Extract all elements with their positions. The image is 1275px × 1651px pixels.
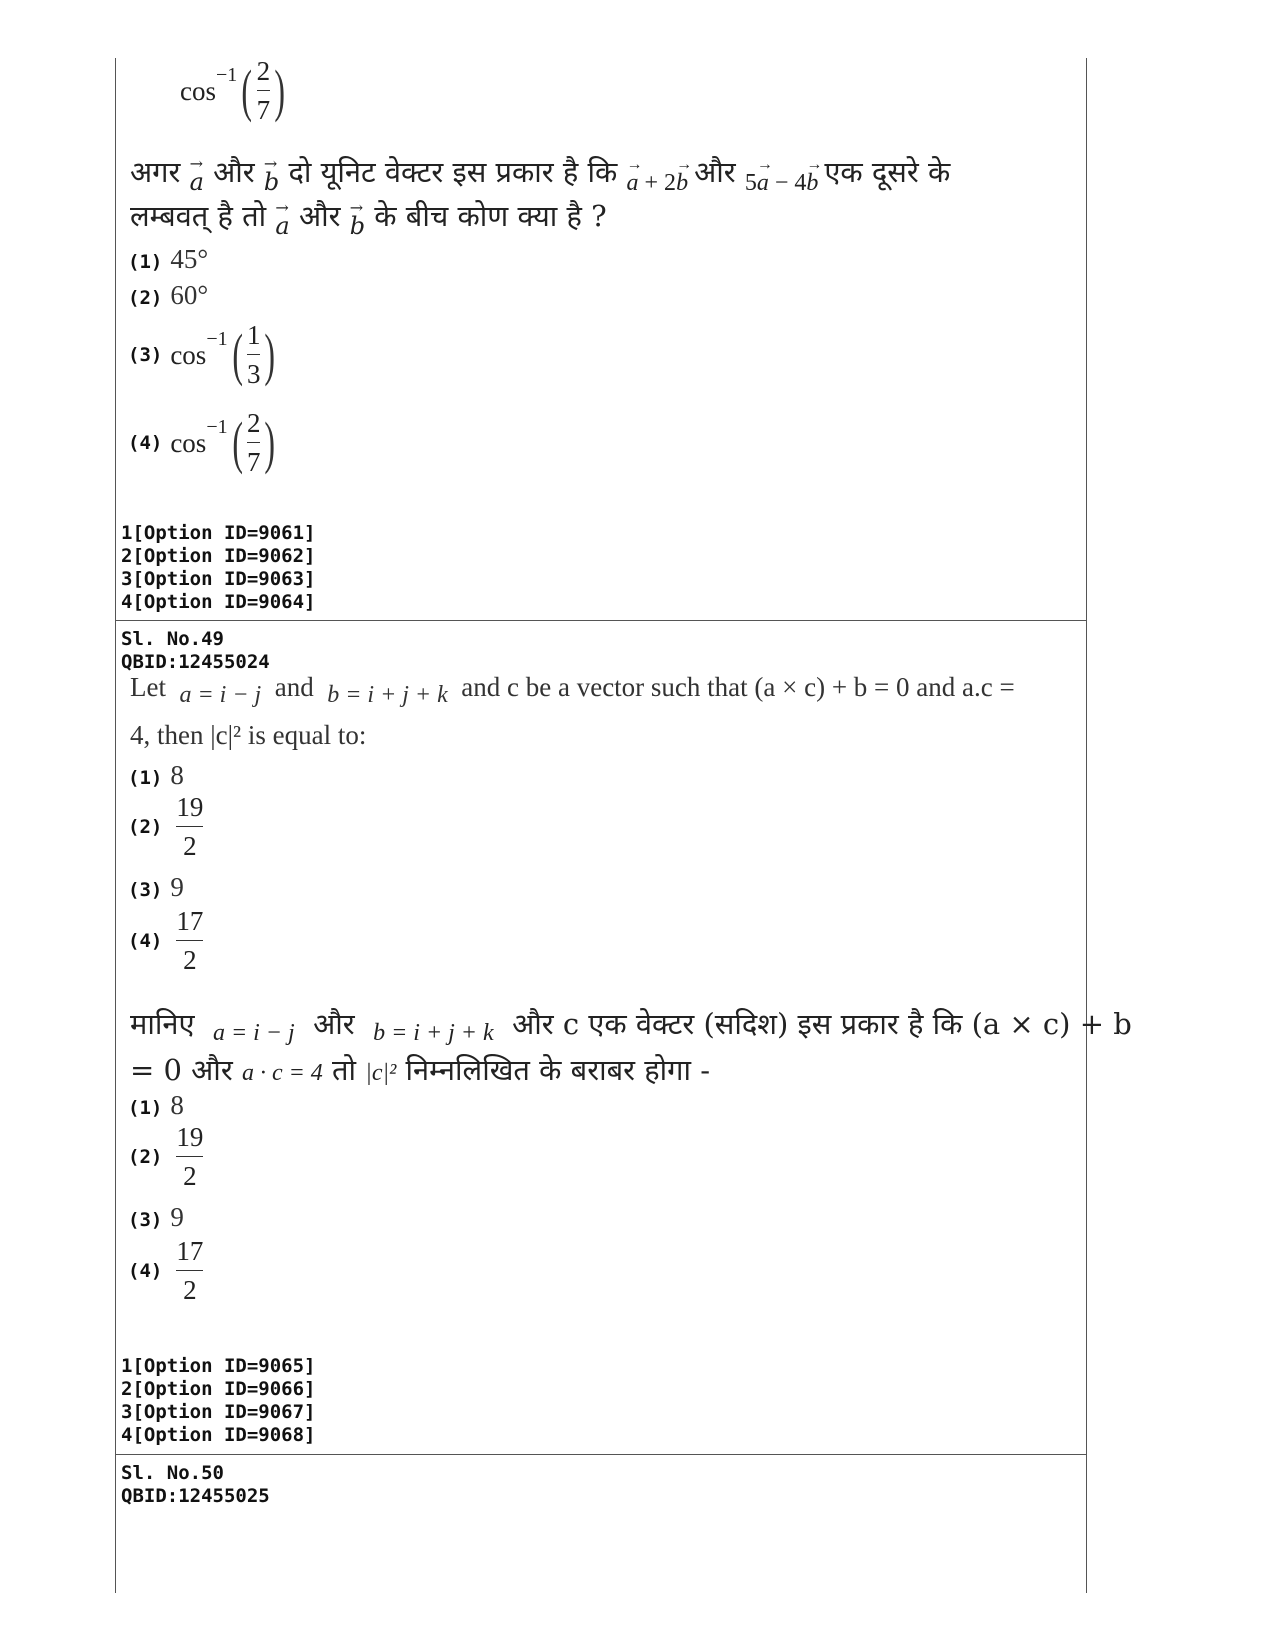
vector-b: → b <box>264 168 279 196</box>
qbid: QBID:12455025 <box>121 1485 270 1507</box>
q50-header <box>121 1462 270 1508</box>
fraction: $\frac{2}{7}$ <box>256 56 271 125</box>
q49-hi-option-2[interactable]: (2) $\frac{19}{2}$ <box>128 1122 204 1191</box>
q48-option-2[interactable]: (2) 60° <box>128 280 209 310</box>
fraction: $\frac{19}{2}$ <box>176 792 204 861</box>
option-id: 4[Option ID=9068] <box>121 1424 316 1446</box>
vector-a: → a <box>190 168 204 196</box>
q49-english-line1: Let a = i − j and b = i + j + k and c be a vector such that (a × c) + b = 0 and a.c = <box>130 672 1015 708</box>
option-id: 1[Option ID=9061] <box>121 522 316 544</box>
divider-q50 <box>115 1454 1087 1455</box>
serial-number: Sl. No.50 <box>121 1462 224 1484</box>
fraction: $\frac{17}{2}$ <box>176 906 204 975</box>
q49-hi-option-1[interactable]: (1) 8 <box>128 1090 184 1120</box>
q48-hindi-line2: लम्बवत् है तो → a और → b के बीच कोण क्या है ? <box>130 196 607 235</box>
q49-en-option-4[interactable]: (4) $\frac{17}{2}$ <box>128 906 204 975</box>
q49-hi-option-4[interactable]: (4) $\frac{17}{2}$ <box>128 1236 204 1305</box>
q48-option-1[interactable]: (1) 45° <box>128 244 209 274</box>
q48-option-3[interactable]: (3) cos −1 ( $\frac{1}{3}$ ) <box>128 320 276 389</box>
top-cos-expression: cos −1 ( $\frac{2}{7}$ ) <box>180 56 286 125</box>
option-id: 3[Option ID=9063] <box>121 568 316 590</box>
q48-option-ids <box>121 522 315 614</box>
q49-english-line2: 4, then |c|² is equal to: <box>130 720 367 750</box>
q49-en-option-3[interactable]: (3) 9 <box>128 872 184 902</box>
fraction: $\frac{19}{2}$ <box>176 1122 204 1191</box>
q49-hindi-line2: = 0 और a · c = 4 तो |c|² निम्नलिखित के बराबर होगा - <box>130 1053 711 1087</box>
fraction: $\frac{1}{3}$ <box>246 320 261 389</box>
q48-hindi-line1: अगर → a और → b दो यूनिट वेक्टर इस प्रकार है कि → $_{a + 2\to b}$ और $_{5\to a - 4\to b}$ एक दूसरे के <box>130 152 950 191</box>
option-id: 2[Option ID=9066] <box>121 1378 316 1400</box>
q49-en-option-1[interactable]: (1) 8 <box>128 760 184 790</box>
q49-en-option-2[interactable]: (2) $\frac{19}{2}$ <box>128 792 204 861</box>
divider-q49 <box>115 620 1087 621</box>
q49-option-ids <box>121 1355 315 1447</box>
qbid: QBID:12455024 <box>121 651 270 673</box>
option-id: 3[Option ID=9067] <box>121 1401 316 1423</box>
fraction: $\frac{2}{7}$ <box>246 408 261 477</box>
option-id: 2[Option ID=9062] <box>121 545 316 567</box>
fraction: $\frac{17}{2}$ <box>176 1236 204 1305</box>
q48-option-4[interactable]: (4) cos −1 ( $\frac{2}{7}$ ) <box>128 408 276 477</box>
q49-header <box>121 628 270 674</box>
q49-hi-option-3[interactable]: (3) 9 <box>128 1202 184 1232</box>
serial-number: Sl. No.49 <box>121 628 224 650</box>
option-id: 4[Option ID=9064] <box>121 591 316 613</box>
option-id: 1[Option ID=9065] <box>121 1355 316 1377</box>
q49-hindi-line1: मानिए $_{a = i - j}$ और $_{b = i + j + k}$ और c एक वेक्टर (सदिश) इस प्रकार है कि (a × c) + b <box>130 1007 1132 1046</box>
